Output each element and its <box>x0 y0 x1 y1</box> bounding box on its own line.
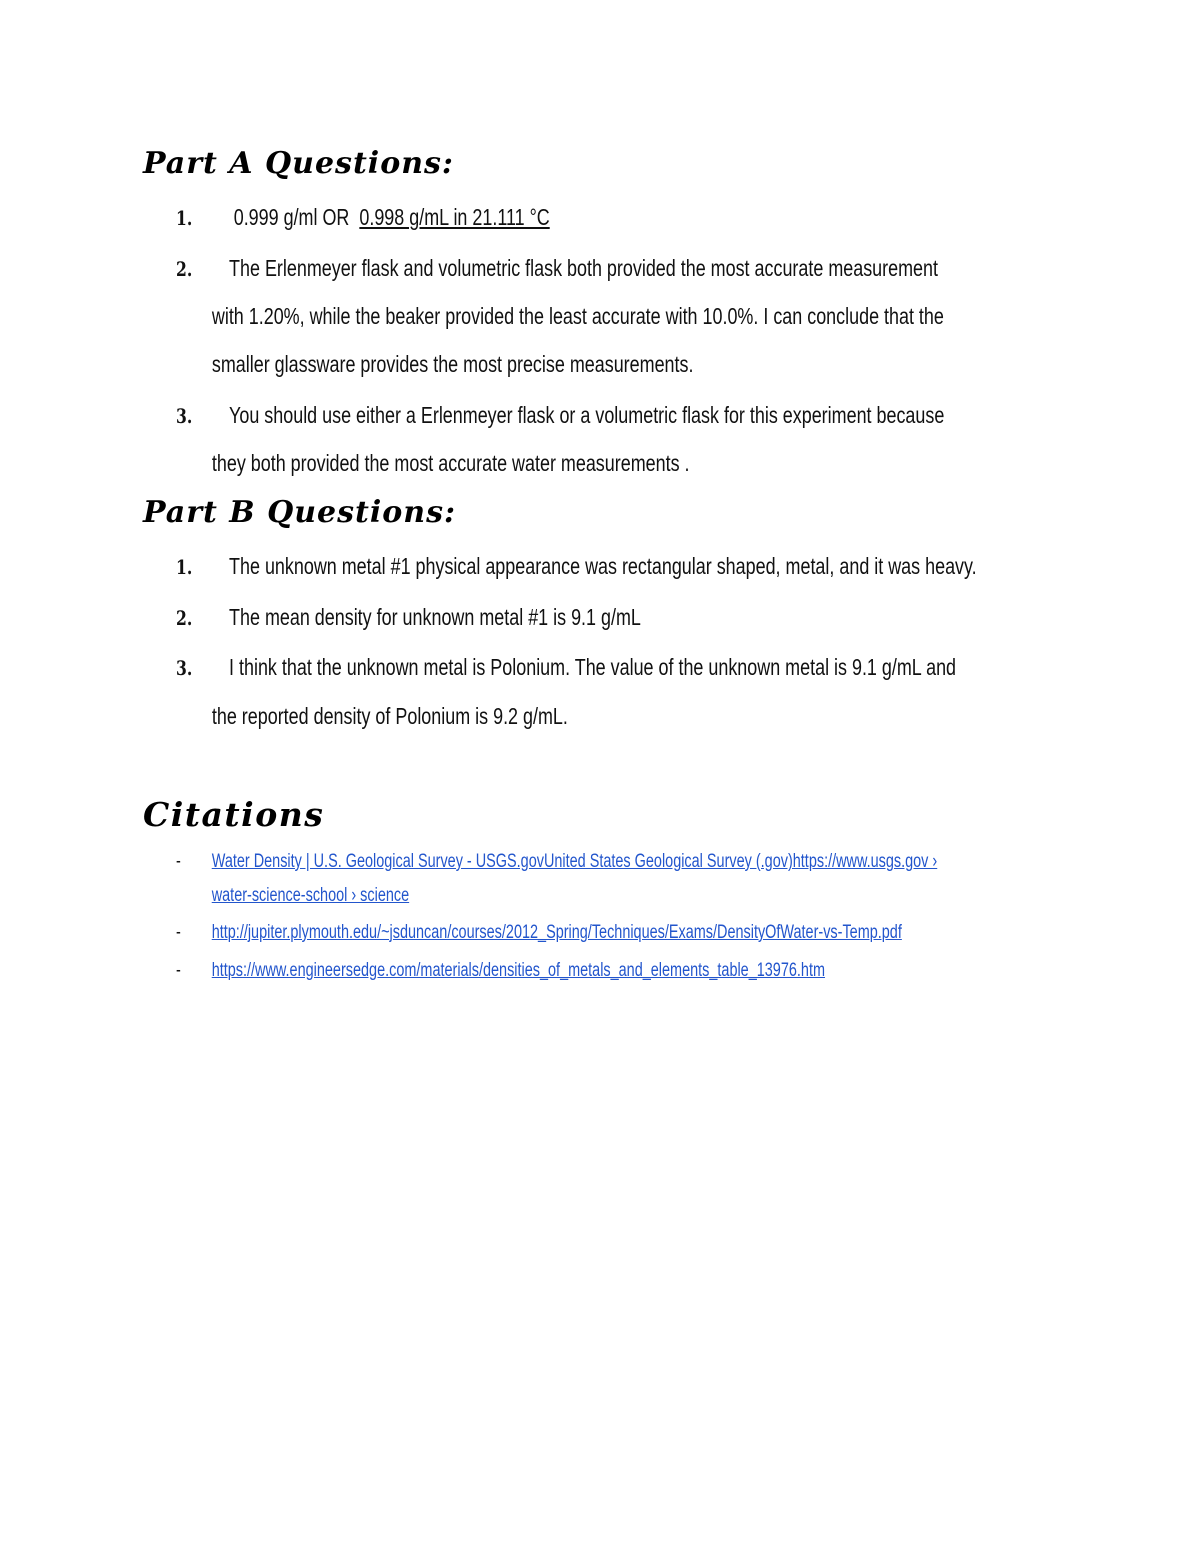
part-a-answer-3-line-1 <box>176 391 944 440</box>
bullet-dash: - <box>176 960 181 981</box>
answer-text: The Erlenmeyer flask and volumetric flask both provided the most accurate measurement <box>229 255 938 281</box>
answer-text: 0.999 g/ml OR <box>233 204 350 230</box>
part-b-answer-3-line-2: the reported density of Polonium is 9.2 g/mL. <box>211 703 568 729</box>
citation-link-2[interactable]: http://jupiter.plymouth.edu/~jsduncan/courses/2012_Spring/Techniques/Exams/DensityOfWater-vs-Temp.pdf <box>211 922 902 943</box>
answer-text: The unknown metal #1 physical appearance was rectangular shaped, metal, and it was heavy. <box>229 553 977 579</box>
citation-link-1-continued[interactable]: water-science-school › science <box>211 885 410 906</box>
part-a-heading: Part A Questions: <box>143 146 454 181</box>
citation-1-line-2 <box>176 877 409 915</box>
citation-link-1[interactable]: Water Density | U.S. Geological Survey - USGS.govUnited States Geological Survey (.gov)https://www.usgs.gov › <box>211 851 938 872</box>
list-number: 3. <box>176 656 193 680</box>
list-number: 1. <box>176 555 193 579</box>
part-a-answer-2-line-1 <box>176 244 938 293</box>
citation-1-line-1 <box>176 843 937 881</box>
list-number: 2. <box>176 606 193 630</box>
citation-3 <box>176 952 825 990</box>
part-b-heading: Part B Questions: <box>143 495 457 530</box>
citation-link-3[interactable]: https://www.engineersedge.com/materials/densities_of_metals_and_elements_table_13976.htm <box>211 960 825 981</box>
part-a-answer-3-line-2: they both provided the most accurate water measurements . <box>211 450 690 476</box>
part-b-answer-3-line-1 <box>176 643 956 692</box>
answer-text: I think that the unknown metal is Polonium. The value of the unknown metal is 9.1 g/mL and <box>229 654 957 680</box>
part-a-answer-2-line-3: smaller glassware provides the most precise measurements. <box>211 351 694 377</box>
citation-2 <box>176 914 902 952</box>
part-b-answer-1 <box>176 542 977 591</box>
citations-heading: Citations <box>143 795 325 834</box>
part-a-answer-1 <box>176 193 550 242</box>
answer-text: The mean density for unknown metal #1 is 9.1 g/mL <box>229 604 641 630</box>
list-number: 1. <box>176 206 193 230</box>
answer-text: You should use either a Erlenmeyer flask or a volumetric flask for this experiment because <box>229 402 945 428</box>
answer-text-underlined: 0.998 g/mL in 21.111 °C <box>359 204 550 230</box>
list-number: 2. <box>176 257 193 281</box>
list-number: 3. <box>176 404 193 428</box>
bullet-dash: - <box>176 922 181 943</box>
part-b-answer-2 <box>176 593 641 642</box>
bullet-dash: - <box>176 851 181 872</box>
part-a-answer-2-line-2: with 1.20%, while the beaker provided the least accurate with 10.0%. I can conclude that the <box>211 303 944 329</box>
